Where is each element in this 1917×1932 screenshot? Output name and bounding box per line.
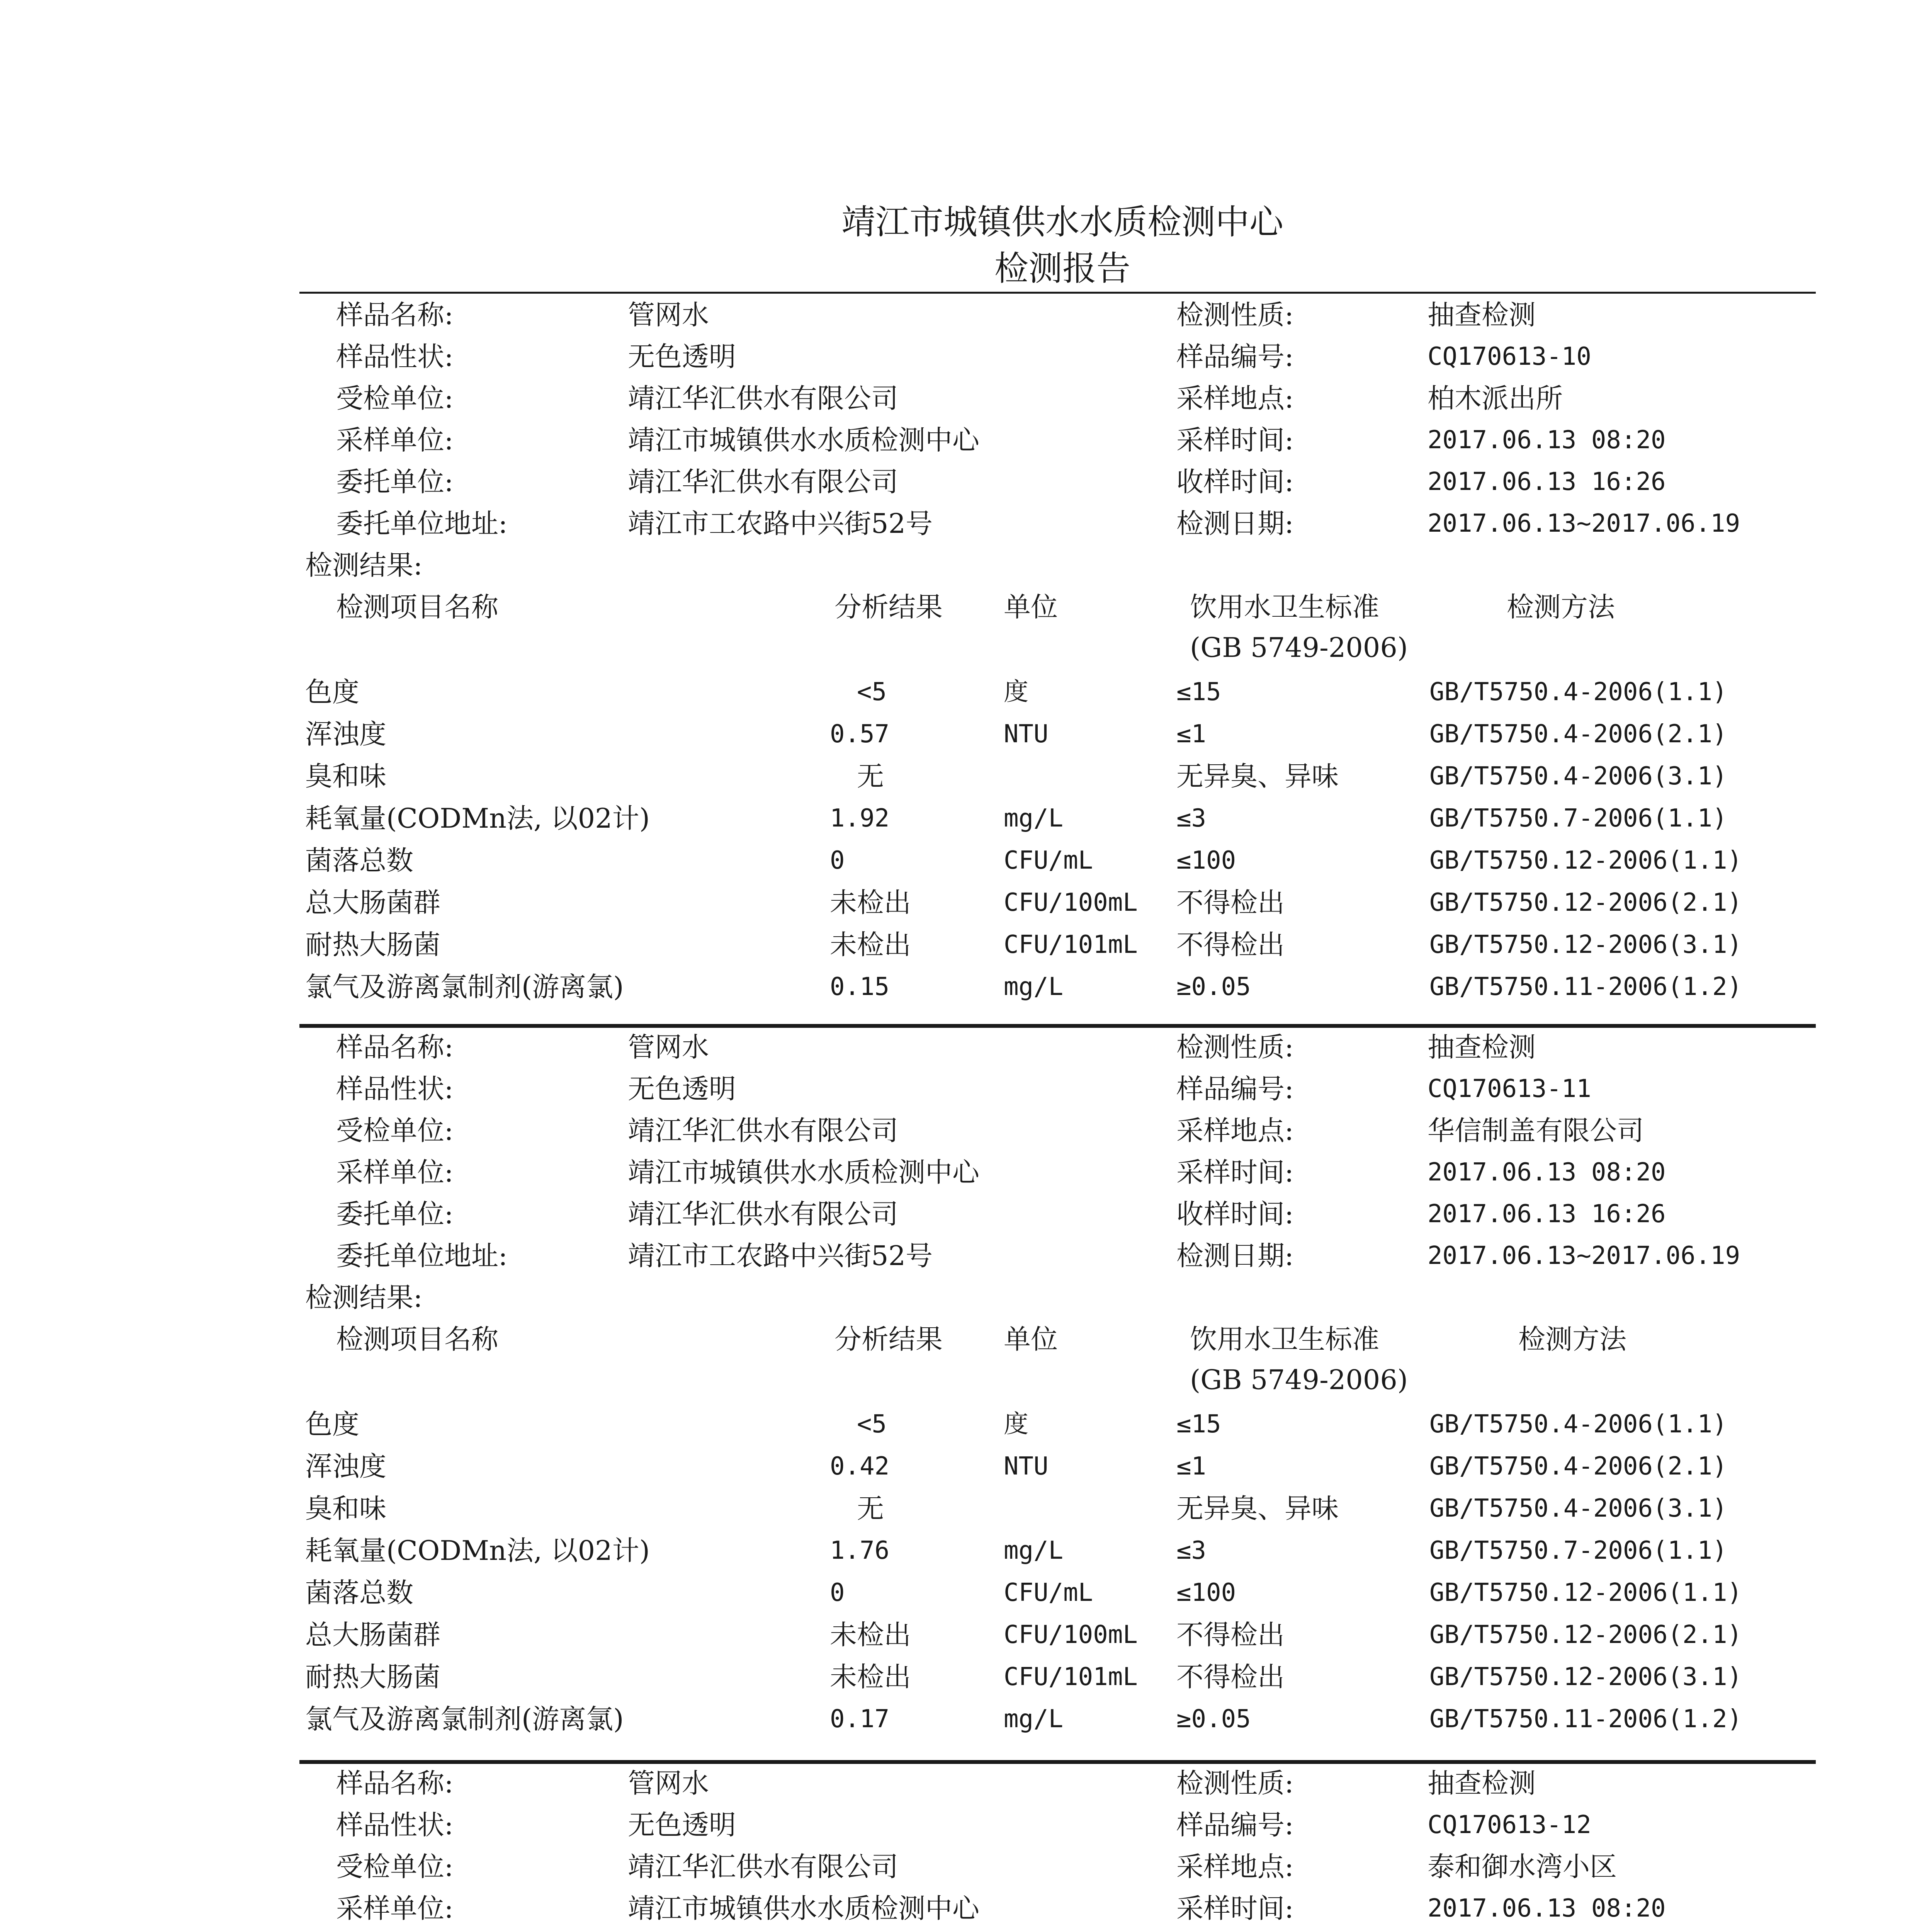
label-client-address: 委托单位地址: [336,1240,508,1272]
value-sampling-site: 华信制盖有限公司 [1428,1115,1644,1146]
item-result: 1.92 [830,804,890,833]
item-standard: 不得检出 [1176,1661,1285,1693]
item-result: 0.17 [830,1705,890,1733]
item-method: GB/T5750.7-2006(1.1) [1429,804,1727,833]
value-sampling-time: 2017.06.13 08:20 [1428,1894,1666,1923]
item-standard: ≤100 [1176,846,1236,875]
value-test-date: 2017.06.13~2017.06.19 [1428,509,1740,538]
results-heading: 检测结果: [305,549,423,581]
item-unit: CFU/mL [1004,1578,1093,1607]
value-sampling-time: 2017.06.13 08:20 [1428,426,1666,454]
value-client-address: 靖江市工农路中兴街52号 [628,1240,933,1272]
block-top-rule [299,1760,1816,1764]
page-title: 靖江市城镇供水水质检测中心 [841,202,1283,242]
item-name: 臭和味 [305,1493,386,1524]
value-client-unit: 靖江华汇供水有限公司 [628,466,898,498]
col-header-method: 检测方法 [1507,591,1615,623]
value-receiving-time: 2017.06.13 16:26 [1428,1200,1666,1228]
item-result: 0.57 [830,720,890,748]
item-result: 未检出 [830,887,911,918]
item-unit: CFU/101mL [1004,1663,1138,1691]
item-method: GB/T5750.12-2006(2.1) [1429,1621,1742,1649]
item-unit: mg/L [1004,973,1064,1001]
item-standard: ≤1 [1176,1452,1207,1481]
label-inspected-unit: 受检单位: [336,1115,454,1146]
item-standard: ≥0.05 [1176,973,1251,1001]
value-test-type: 抽查检测 [1428,1767,1536,1799]
item-name: 氯气及游离氯制剂(游离氯) [305,971,624,1003]
value-sampling-site: 泰和御水湾小区 [1428,1851,1617,1883]
item-standard: ≥0.05 [1176,1705,1251,1733]
label-sample-name: 样品名称: [336,299,454,331]
item-name: 耗氧量(CODMn法, 以02计) [305,803,650,834]
item-result: 无 [857,760,884,792]
label-test-date: 检测日期: [1176,508,1294,539]
label-receiving-time: 收样时间: [1176,1198,1294,1230]
item-name: 耗氧量(CODMn法, 以02计) [305,1535,650,1566]
item-unit: mg/L [1004,804,1064,833]
item-name: 总大肠菌群 [305,887,440,918]
item-unit: 度 [1004,1410,1028,1439]
value-test-date: 2017.06.13~2017.06.19 [1428,1242,1740,1270]
label-sampling-site: 采样地点: [1176,383,1294,414]
item-unit: CFU/100mL [1004,888,1138,917]
item-result: 0.42 [830,1452,890,1481]
label-sample-no: 样品编号: [1176,341,1294,372]
item-name: 耐热大肠菌 [305,1661,440,1693]
item-method: GB/T5750.12-2006(3.1) [1429,930,1742,959]
value-sample-nature: 无色透明 [628,341,736,372]
value-inspected-unit: 靖江华汇供水有限公司 [628,1115,898,1146]
item-name: 总大肠菌群 [305,1619,440,1651]
item-result: 未检出 [830,1661,911,1693]
item-unit: mg/L [1004,1705,1064,1733]
value-sampling-unit: 靖江市城镇供水水质检测中心 [628,424,979,456]
label-sample-name: 样品名称: [336,1031,454,1063]
item-result: <5 [857,1410,887,1439]
item-result: 0.15 [830,973,890,1001]
item-standard: 不得检出 [1176,1619,1285,1651]
label-sample-nature: 样品性状: [336,1809,454,1841]
col-header-unit: 单位 [1004,1323,1058,1355]
item-unit: 度 [1004,678,1028,706]
value-inspected-unit: 靖江华汇供水有限公司 [628,383,898,414]
item-name: 浑浊度 [305,718,386,750]
col-header-item: 检测项目名称 [336,591,498,623]
value-test-type: 抽查检测 [1428,299,1536,331]
item-unit: CFU/100mL [1004,1621,1138,1649]
col-header-result: 分析结果 [834,591,943,623]
value-client-address: 靖江市工农路中兴街52号 [628,508,933,539]
item-name: 氯气及游离氯制剂(游离氯) [305,1703,624,1735]
label-sampling-time: 采样时间: [1176,1893,1294,1924]
col-header-standard: 饮用水卫生标准 [1190,1323,1379,1355]
item-method: GB/T5750.4-2006(2.1) [1429,1452,1727,1481]
item-standard: ≤3 [1176,1536,1207,1565]
label-sampling-unit: 采样单位: [336,1893,454,1924]
item-standard: ≤15 [1176,1410,1221,1439]
col-header-standard-code: (GB 5749-2006) [1190,632,1408,663]
item-standard: 不得检出 [1176,929,1285,961]
label-client-unit: 委托单位: [336,466,454,498]
value-sample-no: CQ170613-10 [1428,342,1591,371]
label-sampling-unit: 采样单位: [336,424,454,456]
value-sampling-unit: 靖江市城镇供水水质检测中心 [628,1893,979,1924]
label-client-unit: 委托单位: [336,1198,454,1230]
value-client-unit: 靖江华汇供水有限公司 [628,1198,898,1230]
label-sample-name: 样品名称: [336,1767,454,1799]
item-method: GB/T5750.12-2006(2.1) [1429,888,1742,917]
item-result: 无 [857,1493,884,1524]
label-sampling-time: 采样时间: [1176,1156,1294,1188]
item-result: 0 [830,846,845,875]
col-header-standard-code: (GB 5749-2006) [1190,1364,1408,1396]
item-name: 菌落总数 [305,1577,413,1609]
item-standard: ≤1 [1176,720,1207,748]
label-sampling-site: 采样地点: [1176,1115,1294,1146]
item-unit: mg/L [1004,1536,1064,1565]
label-sample-nature: 样品性状: [336,1073,454,1105]
item-name: 色度 [305,1408,359,1440]
item-standard: ≤15 [1176,678,1221,706]
label-inspected-unit: 受检单位: [336,383,454,414]
item-standard: 无异臭、异味 [1176,1493,1339,1524]
value-sampling-unit: 靖江市城镇供水水质检测中心 [628,1156,979,1188]
item-method: GB/T5750.11-2006(1.2) [1429,973,1742,1001]
label-test-type: 检测性质: [1176,1767,1294,1799]
report-title: 检测报告 [994,248,1130,288]
col-header-item: 检测项目名称 [336,1323,498,1355]
item-name: 臭和味 [305,760,386,792]
value-sample-name: 管网水 [628,1767,709,1799]
col-header-standard: 饮用水卫生标准 [1190,591,1379,623]
item-standard: 无异臭、异味 [1176,760,1339,792]
item-method: GB/T5750.4-2006(1.1) [1429,1410,1727,1439]
col-header-unit: 单位 [1004,591,1058,623]
results-heading: 检测结果: [305,1282,423,1313]
item-method: GB/T5750.12-2006(1.1) [1429,1578,1742,1607]
value-sample-name: 管网水 [628,299,709,331]
item-unit: NTU [1004,1452,1049,1481]
label-sample-no: 样品编号: [1176,1809,1294,1841]
col-header-method: 检测方法 [1518,1323,1626,1355]
item-standard: ≤100 [1176,1578,1236,1607]
item-method: GB/T5750.4-2006(2.1) [1429,720,1727,748]
item-standard: 不得检出 [1176,887,1285,918]
value-sample-no: CQ170613-12 [1428,1811,1591,1839]
block-top-rule [299,292,1816,294]
value-sample-no: CQ170613-11 [1428,1075,1591,1103]
label-client-address: 委托单位地址: [336,508,508,539]
col-header-result: 分析结果 [834,1323,943,1355]
item-method: GB/T5750.4-2006(3.1) [1429,1494,1727,1523]
item-standard: ≤3 [1176,804,1207,833]
label-sampling-unit: 采样单位: [336,1156,454,1188]
label-test-type: 检测性质: [1176,1031,1294,1063]
item-name: 耐热大肠菌 [305,929,440,961]
value-receiving-time: 2017.06.13 16:26 [1428,468,1666,496]
label-sampling-time: 采样时间: [1176,424,1294,456]
item-result: 未检出 [830,1619,911,1651]
item-name: 浑浊度 [305,1451,386,1482]
item-method: GB/T5750.4-2006(1.1) [1429,678,1727,706]
item-unit: CFU/mL [1004,846,1093,875]
item-result: 0 [830,1578,845,1607]
item-method: GB/T5750.11-2006(1.2) [1429,1705,1742,1733]
label-test-type: 检测性质: [1176,299,1294,331]
item-method: GB/T5750.12-2006(3.1) [1429,1663,1742,1691]
item-unit: NTU [1004,720,1049,748]
value-sampling-time: 2017.06.13 08:20 [1428,1158,1666,1187]
item-method: GB/T5750.7-2006(1.1) [1429,1536,1727,1565]
label-inspected-unit: 受检单位: [336,1851,454,1883]
value-sample-name: 管网水 [628,1031,709,1063]
item-result: 未检出 [830,929,911,961]
label-sampling-site: 采样地点: [1176,1851,1294,1883]
value-sampling-site: 柏木派出所 [1428,383,1563,414]
item-result: <5 [857,678,887,706]
item-result: 1.76 [830,1536,890,1565]
item-unit: CFU/101mL [1004,930,1138,959]
item-method: GB/T5750.12-2006(1.1) [1429,846,1742,875]
block-top-rule [299,1024,1816,1028]
item-name: 色度 [305,676,359,708]
item-name: 菌落总数 [305,845,413,876]
label-sample-nature: 样品性状: [336,341,454,372]
value-test-type: 抽查检测 [1428,1031,1536,1063]
label-sample-no: 样品编号: [1176,1073,1294,1105]
value-sample-nature: 无色透明 [628,1073,736,1105]
value-sample-nature: 无色透明 [628,1809,736,1841]
label-receiving-time: 收样时间: [1176,466,1294,498]
label-test-date: 检测日期: [1176,1240,1294,1272]
value-inspected-unit: 靖江华汇供水有限公司 [628,1851,898,1883]
item-method: GB/T5750.4-2006(3.1) [1429,762,1727,791]
